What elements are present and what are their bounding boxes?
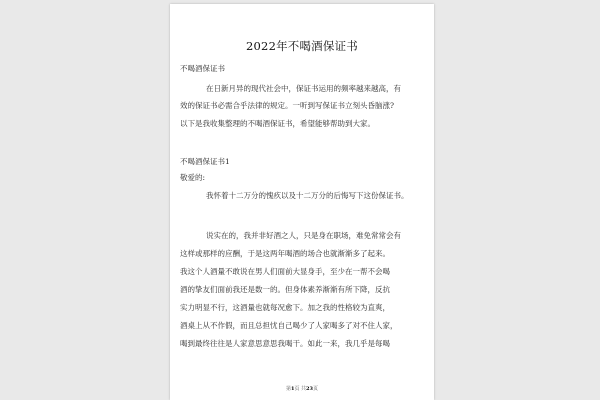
body-line: 我这个人酒量不敢说在男人们面前大显身手，至少在一帮不会喝 <box>180 267 390 276</box>
intro-line: 效的保证书必需合乎法律的规定。一听到写保证书立刻头昏脑涨? <box>180 101 395 110</box>
body-line: 喝到最终往往是人家意思意思我喝干。如此一来，我几乎是每喝 <box>180 339 390 348</box>
body-line: 酒桌上从不作假，而且总担忧自己喝少了人家喝多了对不住人家， <box>180 321 398 330</box>
footer-prefix: 第 <box>285 386 291 392</box>
footer-total-pages: 23 <box>306 386 314 392</box>
body-line: 这样或那样的应酬，于是这两年喝酒的场合也就渐渐多了起来。 <box>180 249 390 258</box>
footer-suffix: 页 <box>313 386 319 392</box>
opening-line: 我怀着十二万分的愧疚以及十二万分的后悔写下这份保证书。 <box>206 191 409 200</box>
body-line: 实力明显不行，这酒量也就每况愈下。加之我的性格较为直爽， <box>180 303 390 312</box>
intro-line: 以下是我收集整理的不喝酒保证书，希望能够帮助到大家。 <box>180 119 375 128</box>
body-line: 说实在的，我并非好酒之人，只是身在职场，难免常常会有 <box>206 231 401 240</box>
document-title: 2022年不喝酒保证书 <box>246 39 358 53</box>
intro-heading: 不喝酒保证书 <box>180 64 225 73</box>
footer-page-number: 1 <box>290 386 295 392</box>
footer-middle: 页 共 <box>294 386 307 392</box>
intro-line: 在日新月异的现代社会中，保证书运用的频率越来越高，有 <box>206 84 401 93</box>
section-heading: 不喝酒保证书1 <box>180 157 230 166</box>
document-page <box>170 4 434 400</box>
salutation: 敬爱的: <box>180 173 206 182</box>
body-line: 酒的挚友们面前我还是数一的。但身体素养渐渐有所下降，反抗 <box>180 285 390 294</box>
page-footer <box>170 385 434 392</box>
